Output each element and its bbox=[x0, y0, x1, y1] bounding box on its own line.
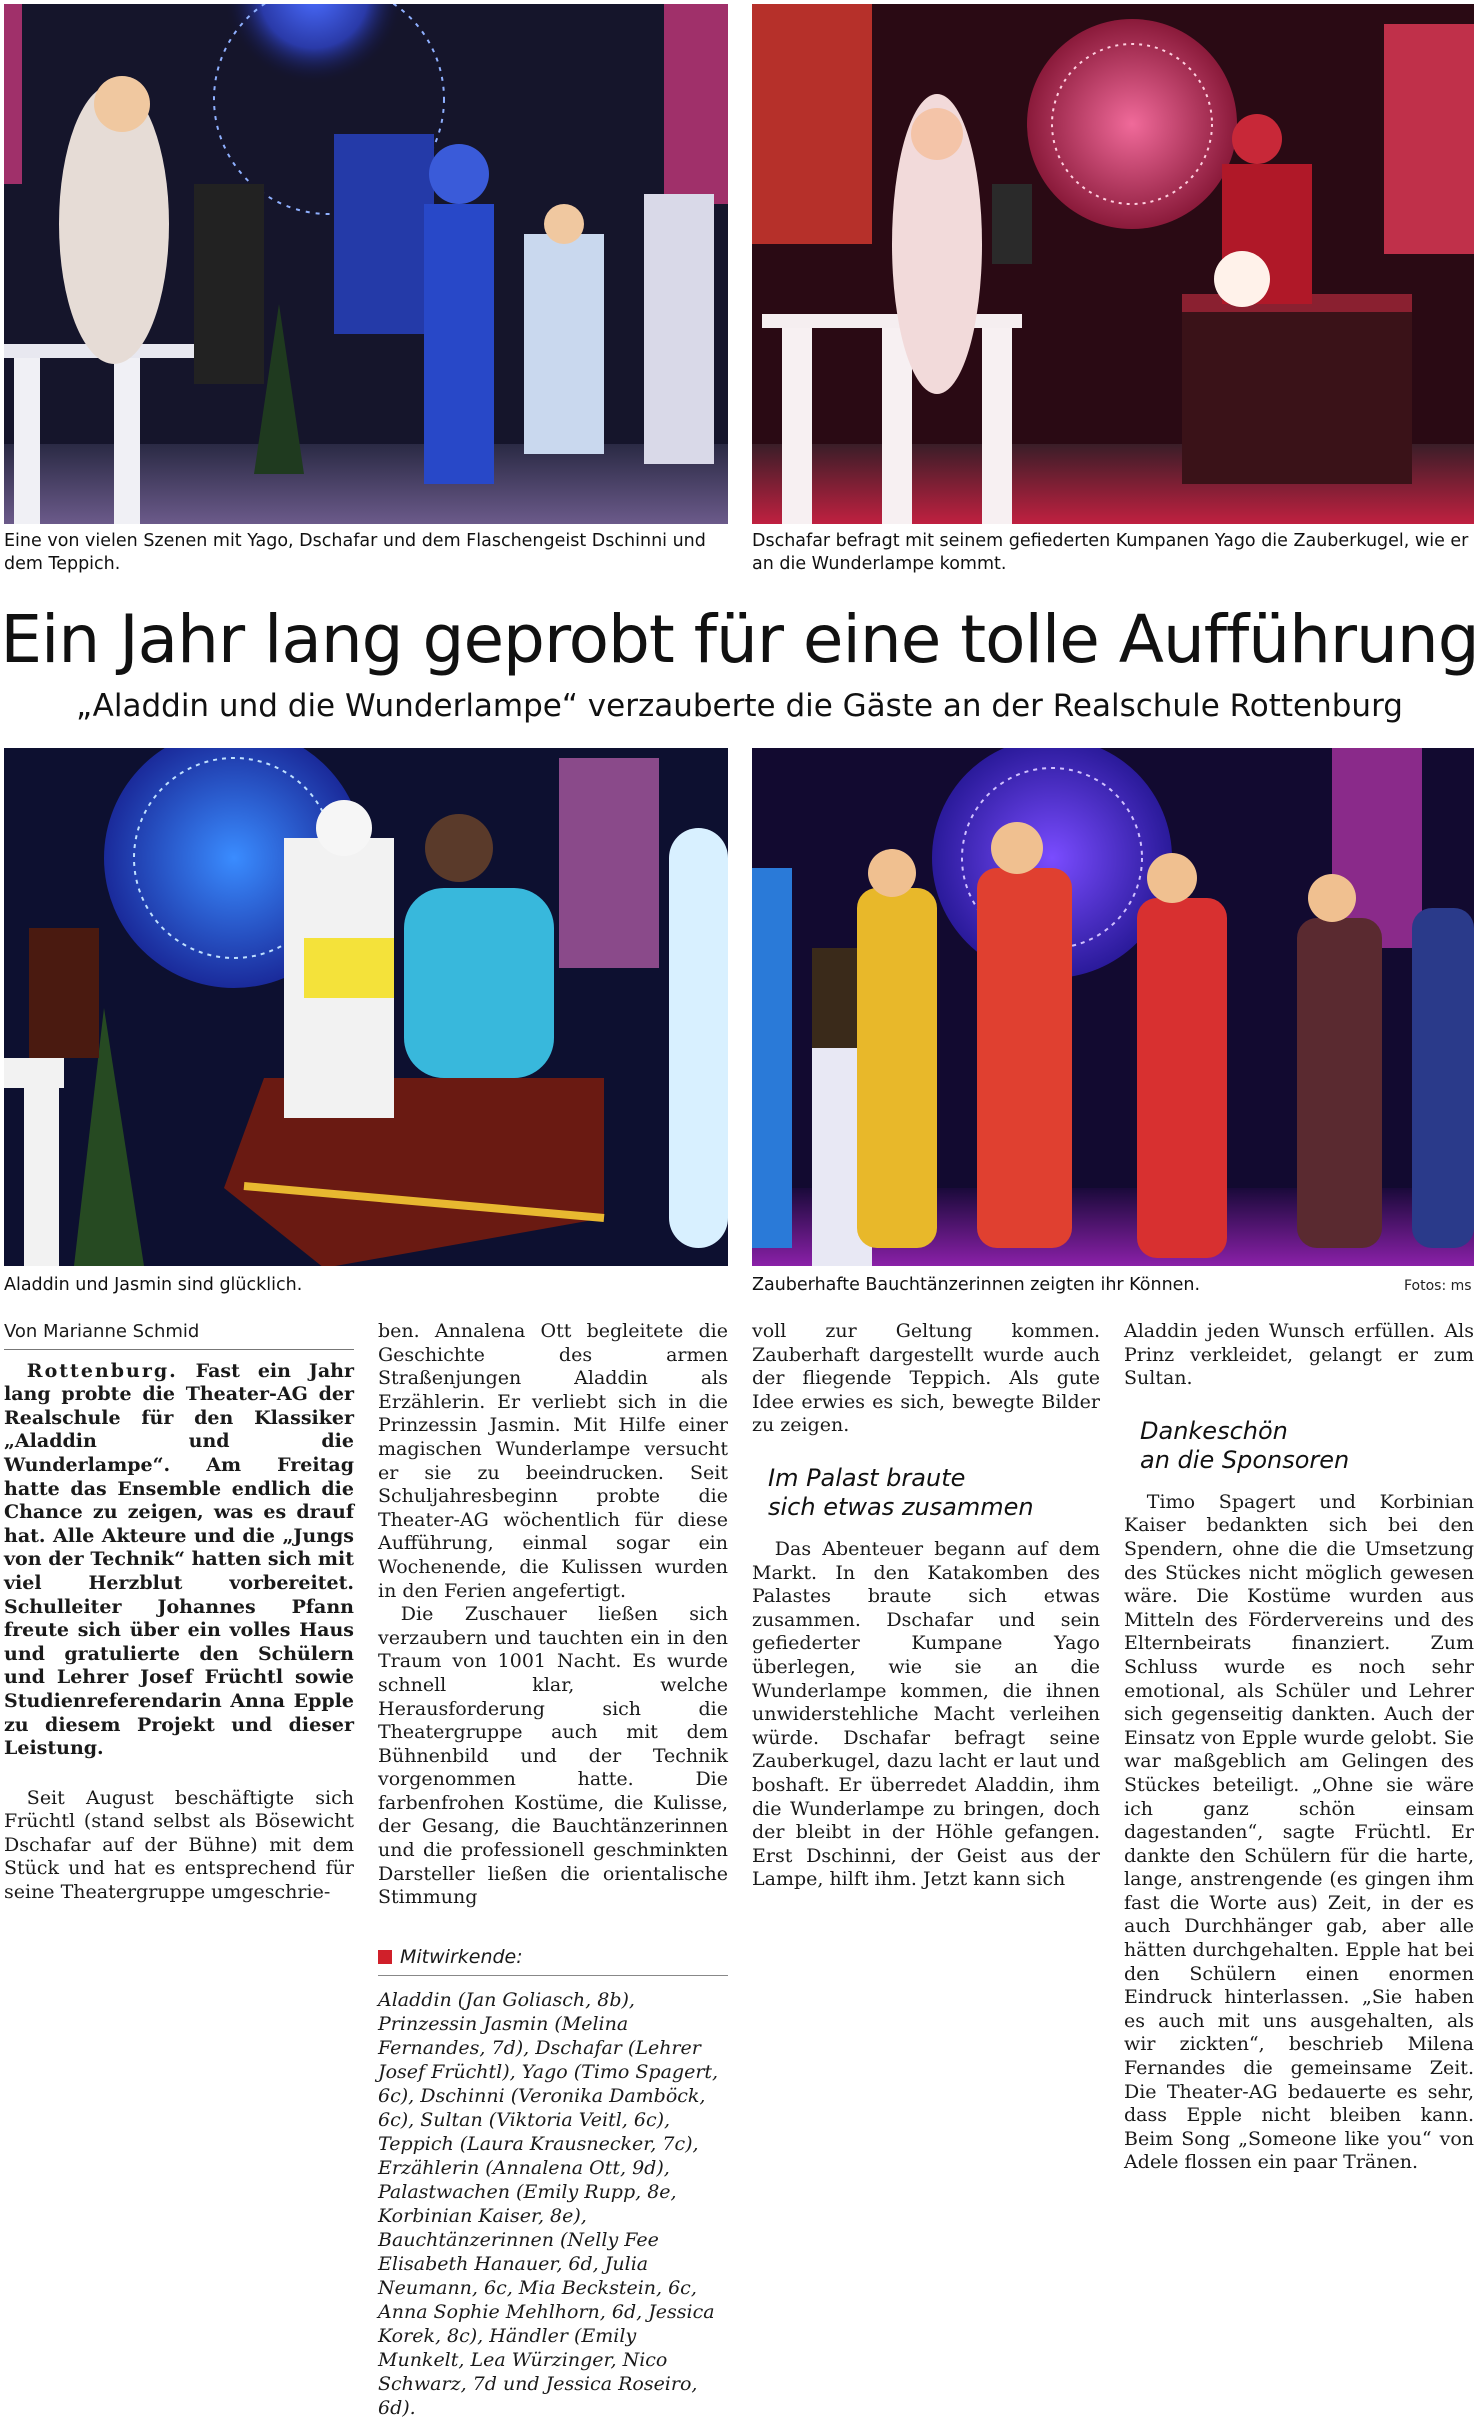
stage-photo-yago-dschafar bbox=[4, 4, 728, 524]
subheading bbox=[768, 1464, 1100, 1522]
subheading bbox=[1140, 1417, 1474, 1475]
photo-caption: Eine von vielen Szenen mit Yago, Dschafar und dem Flaschengeist Dschinni und dem Teppich. bbox=[4, 531, 706, 574]
article-column-1 bbox=[4, 1320, 354, 1905]
lead-text: Fast ein Jahr lang probte die Theater-AG der Realschule für den Klassiker „Aladdin und die Wunderlampe“. Am Freitag hatte das Ensemble endlich die Chance zu zeigen, was es drauf hat. Alle Akteure und die „Jungs von der Technik“ hatten sich mit viel Herzblut vorbereitet. Schulleiter Johannes Pfann freute sich über ein volles Haus und gratulierte den Schülern und Lehrer Josef Früchtl sowie Studienreferendarin Anna Epple zu diesem Projekt und dieser Leistung. bbox=[4, 1359, 354, 1760]
red-square-icon bbox=[378, 1950, 392, 1964]
paragraph: Seit August beschäftigte sich Früchtl (stand selbst als Bösewicht Dschafar auf der Bühne) mit dem Stück und hat es entsprechend für seine Theatergruppe umgeschrie- bbox=[4, 1786, 354, 1904]
subheading-line-2: an die Sponsoren bbox=[1140, 1445, 1350, 1474]
contributors-list: Aladdin (Jan Goliasch, 8b), Prinzessin Jasmin (Melina Fernandes, 7d), Dschafar (Lehrer Josef Früchtl), Yago (Timo Spagert, 6c), Dschinni (Veronika Damböck, 6c), Sultan (Viktoria Veitl, 6c), Teppich (Laura Krausnecker, 7c), Erzählerin (Annalena Ott, 9d), Palastwachen (Emily Rupp, 8e, Korbinian Kaiser, 8e), Bauchtänzerinnen (Nelly Fee Elisabeth Hanauer, 6d, Julia Neumann, 6c, Mia Beckstein, 6c, Anna Sophie Mehlhorn, 6d, Jessica Korek, 8c), Händler (Emily Munkelt, Lea Würzinger, Nico Schwarz, 7d und Jessica Roseiro, 6d). bbox=[378, 1989, 719, 2420]
paragraph: voll zur Geltung kommen. Zauberhaft dargestellt wurde auch der fliegende Teppich. Als gute Idee erwies es sich, bewegte Bilder zu zeigen. bbox=[752, 1320, 1100, 1437]
contributors-heading-label: Mitwirkende: bbox=[400, 1945, 523, 1968]
paragraph: Timo Spagert und Korbinian Kaiser bedankten sich bei den Spendern, ohne die die Umsetzung des Stückes nicht möglich gewesen wäre. Die Kostüme wurden aus Mitteln des Fördervereins und des Elternbeirats finanziert. Zum Schluss wurde es noch sehr emotional, als Schüler und Lehrer sich gegenseitig dankten. Auch der Einsatz von Epple wurde gelobt. Sie war maßgeblich am Gelingen des Stückes beteiligt. „Ohne sie wäre ich ganz schön einsam dagestanden“, sagte Früchtl. Er dankte den Schülern für die harte, lange, anstrengende (es gingen ihm fast die Worte aus) Zeit, in der es auch Durchhänger gab, aber alle hätten durchgehalten. Epple hat bei den Schülern einen enormen Eindruck hinterlassen. „Sie haben es auch mit uns ausgehalten, als wir zickten“, beschrieb Milena Fernandes die gemeinsame Zeit. Die Theater-AG bedauerte es sehr, dass Epple nicht bleiben kann. Beim Song „Someone like you“ von Adele flossen ein paar Tränen. bbox=[1124, 1490, 1474, 2174]
paragraph: ben. Annalena Ott begleitete die Geschichte des armen Straßenjungen Aladdin als Erzählerin. Er verliebt sich in die Prinzessin Jasmin. Mit Hilfe einer magischen Wunderlampe versucht er sie zu beeindrucken. Seit Schuljahresbeginn probte die Theater-AG wöchentlich für diese Aufführung, einmal sogar ein Wochenende, die Kulissen wurden in den Ferien angefertigt. bbox=[378, 1320, 728, 1602]
lead-place: Rottenburg. bbox=[26, 1359, 178, 1382]
lead-paragraph bbox=[4, 1360, 354, 1761]
headline: Ein Jahr lang geprobt für eine tolle Aufführung bbox=[0, 601, 1479, 678]
subheadline: „Aladdin und die Wunderlampe“ verzauberte die Gäste an der Realschule Rottenburg bbox=[76, 688, 1403, 724]
photo-caption: Zauberhafte Bauchtänzerinnen zeigten ihr Können. bbox=[752, 1275, 1201, 1295]
photo-caption: Aladdin und Jasmin sind glücklich. bbox=[4, 1275, 303, 1295]
contributors-heading bbox=[378, 1946, 728, 1977]
stage-photo-aladdin-jasmin bbox=[4, 748, 728, 1266]
paragraph: Das Abenteuer begann auf dem Markt. In den Katakomben des Palastes braute sich etwas zusammen. Dschafar und sein gefiederter Kumpane Yago überlegen, wie sie an die Wunderlampe kommen, die ihnen unwiderstehliche Macht verleihen würde. Dschafar befragt seine Zauberkugel, dazu lacht er laut und boshaft. Er überredet Aladdin, ihm die Wunderlampe zu bringen, doch der bleibt in der Höhle gefangen. Erst Dschinni, der Geist aus der Lampe, hilft ihm. Jetzt kann sich bbox=[752, 1537, 1100, 1891]
stage-photo-zauberkugel bbox=[752, 4, 1474, 524]
article-column-3 bbox=[752, 1320, 1100, 1892]
subheading-line-1: Im Palast braute bbox=[768, 1463, 966, 1492]
photo-credit: Fotos: ms bbox=[1404, 1278, 1472, 1294]
article-column-4 bbox=[1124, 1320, 1474, 2175]
stage-photo-bauchtaenzerinnen bbox=[752, 748, 1474, 1266]
photo-caption: Dschafar befragt mit seinem gefiederten Kumpanen Yago die Zauberkugel, wie er an die Wunderlampe kommt. bbox=[752, 531, 1469, 574]
subheading-line-1: Dankeschön bbox=[1140, 1416, 1288, 1445]
paragraph: Die Zuschauer ließen sich verzaubern und tauchten ein in den Traum von 1001 Nacht. Es wurde schnell klar, welche Herausforderung sich die Theatergruppe auch mit dem Bühnenbild und der Technik vorgenommen hatte. Die farbenfrohen Kostüme, die Kulisse, der Gesang, die Bauchtänzerinnen und die professionell geschminkten Darsteller ließen die orientalische Stimmung bbox=[378, 1603, 728, 1909]
article-column-2 bbox=[378, 1320, 728, 2420]
subheading-line-2: sich etwas zusammen bbox=[768, 1492, 1034, 1521]
paragraph: Aladdin jeden Wunsch erfüllen. Als Prinz verkleidet, gelangt er zum Sultan. bbox=[1124, 1320, 1474, 1390]
byline: Von Marianne Schmid bbox=[4, 1320, 354, 1350]
